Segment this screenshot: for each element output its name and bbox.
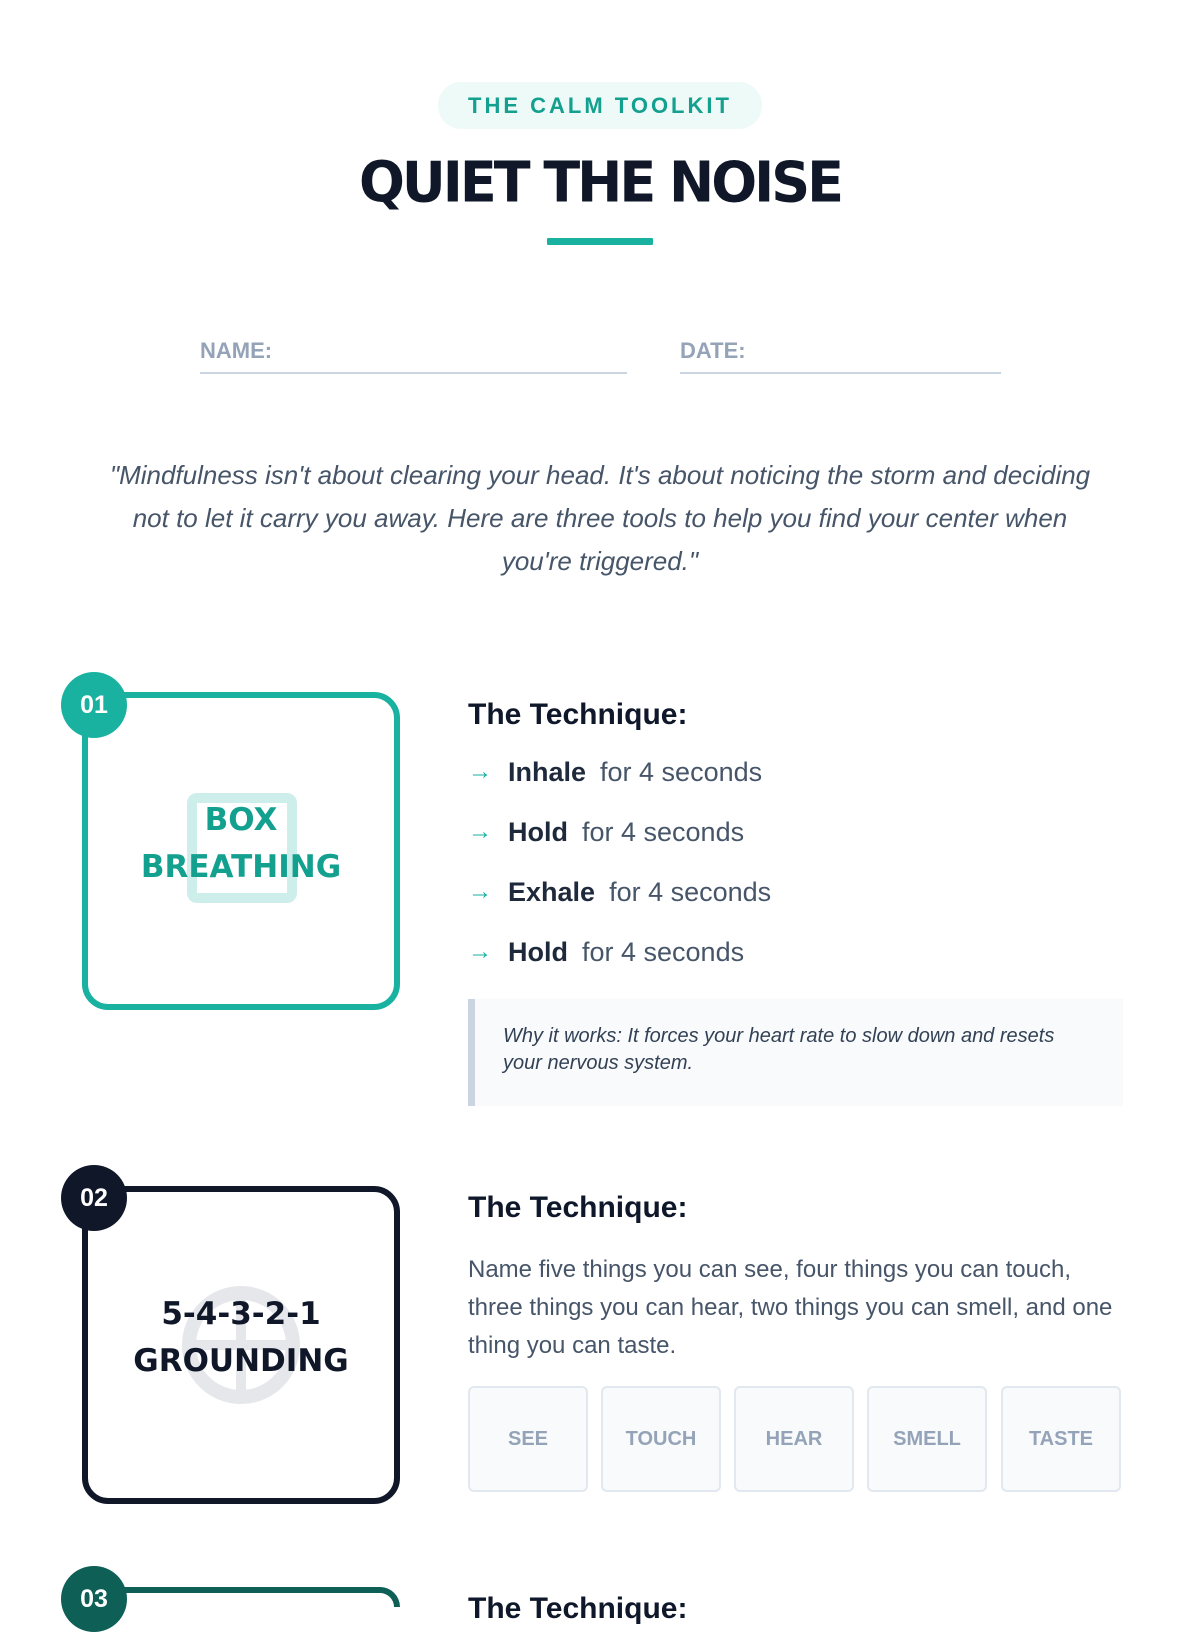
intro-quote: "Mindfulness isn't about clearing your head. It's about noticing the storm and deciding not to let it carry you away. Here are three tools to help you find your center when you're triggered." [109, 460, 1091, 576]
section-number-badge: 03 [61, 1566, 127, 1632]
card-title-line: GROUNDING [133, 1343, 349, 1379]
step-action: Hold [508, 936, 568, 967]
sense-box-touch[interactable]: TOUCH [601, 1386, 721, 1492]
step-action: Inhale [508, 756, 587, 787]
date-label: DATE: [680, 338, 746, 363]
section-heading: The Technique: [468, 1592, 688, 1625]
technique-description: Name five things you can see, four things you can touch, three things you can hear, two things you can smell, and one thing you can taste. [468, 1256, 1113, 1359]
arrow-right-icon: → [468, 878, 492, 905]
sense-box-taste[interactable]: TASTE [1001, 1386, 1121, 1492]
card-title-line: BREATHING [140, 849, 342, 885]
page-header [0, 0, 1200, 245]
sense-box-hear[interactable]: HEAR [734, 1386, 854, 1492]
list-item [468, 862, 771, 922]
step-action: Exhale [508, 876, 596, 907]
card-title [88, 797, 394, 891]
sense-box-smell[interactable]: SMELL [867, 1386, 987, 1492]
technique-card [82, 1587, 400, 1607]
list-item [468, 922, 771, 982]
section-heading: The Technique: [468, 698, 688, 731]
card-title [88, 1291, 394, 1385]
list-item [468, 802, 771, 862]
eyebrow-badge: THE CALM TOOLKIT [438, 82, 762, 129]
step-action: Hold [508, 816, 568, 847]
step-list [468, 742, 771, 982]
sense-box-see[interactable]: SEE [468, 1386, 588, 1492]
date-field[interactable] [680, 336, 1001, 374]
name-field[interactable] [200, 336, 627, 374]
section-number-badge: 02 [61, 1165, 127, 1231]
list-item [468, 742, 771, 802]
step-detail: for 4 seconds [582, 936, 745, 967]
why-it-works-note: Why it works: It forces your heart rate to slow down and resets your nervous system. [468, 999, 1123, 1106]
arrow-right-icon: → [468, 938, 492, 965]
card-title-line: 5-4-3-2-1 [161, 1296, 321, 1332]
step-detail: for 4 seconds [609, 876, 772, 907]
section-heading: The Technique: [468, 1191, 688, 1224]
name-label: NAME: [200, 338, 273, 363]
technique-card [82, 692, 400, 1010]
arrow-right-icon: → [468, 818, 492, 845]
title-underline [547, 238, 653, 245]
technique-card [82, 1186, 400, 1504]
arrow-right-icon: → [468, 758, 492, 785]
section-number-badge: 01 [61, 672, 127, 738]
card-title-line: BOX [204, 802, 278, 838]
step-detail: for 4 seconds [582, 816, 745, 847]
step-detail: for 4 seconds [600, 756, 763, 787]
page-title: QUIET THE NOISE [358, 149, 842, 216]
